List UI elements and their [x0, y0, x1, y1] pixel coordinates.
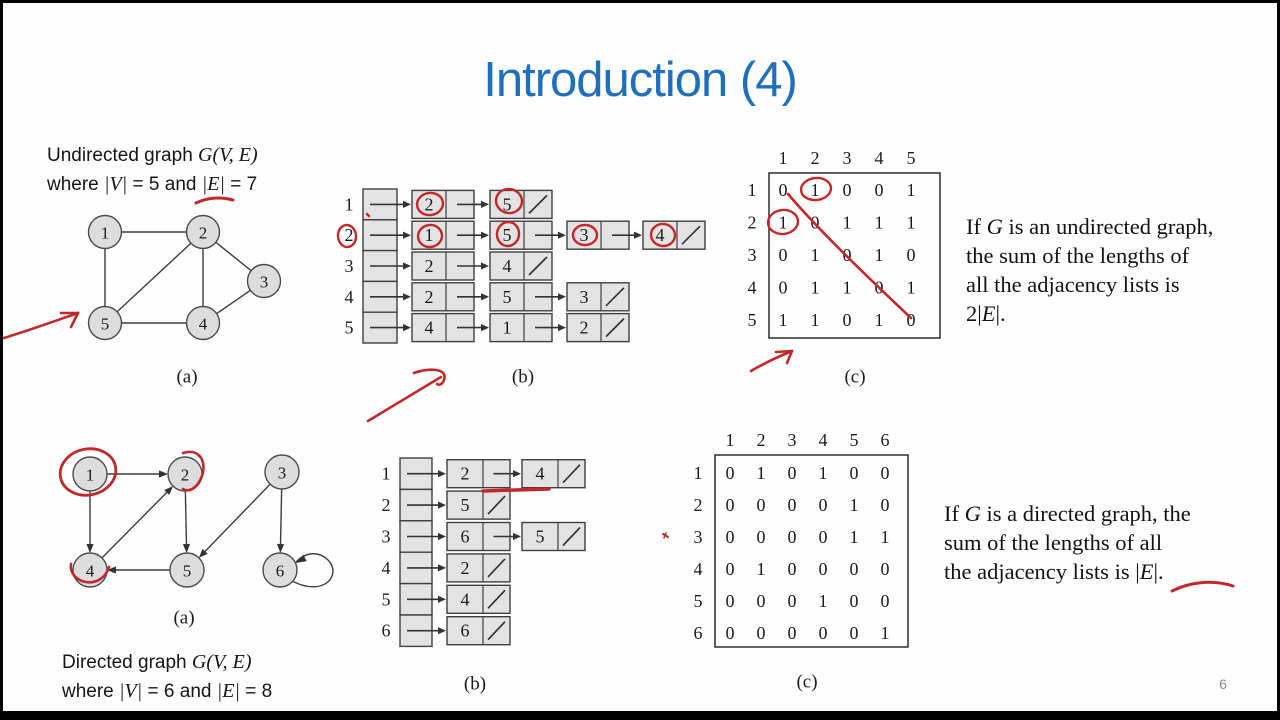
matrix-cell-value: 0 — [725, 527, 735, 547]
matrix-cell-value: 1 — [842, 277, 852, 298]
matrix-cell-value: 0 — [725, 495, 735, 515]
matrix-cell-value: 0 — [725, 559, 735, 579]
matrix-cell-value: 0 — [874, 180, 884, 200]
ink-stroke — [776, 351, 792, 352]
matrix-row-label: 3 — [747, 245, 757, 265]
matrix-cell-value: 1 — [880, 527, 890, 547]
text-segment: Undirected graph — [47, 145, 199, 166]
math-segment: |V| — [119, 680, 143, 702]
matrix-cell-value: 0 — [756, 623, 766, 643]
text-segment: is a directed graph, the — [980, 501, 1191, 526]
matrix-col-header: 2 — [810, 148, 820, 168]
matrix-cell-value: 0 — [778, 245, 788, 265]
list-vertex-label: 1 — [344, 194, 354, 215]
matrix-col-header: 5 — [849, 430, 859, 450]
text-segment: |. — [1153, 559, 1164, 584]
list-cell-value: 2 — [424, 286, 434, 307]
matrix-col-header: 6 — [880, 430, 890, 450]
graph-node — [248, 265, 281, 298]
list-vertex-label: 5 — [344, 317, 354, 338]
matrix-cell-value: 1 — [849, 527, 859, 547]
matrix-cell-value: 1 — [810, 180, 820, 200]
matrix-cell-value: 0 — [778, 277, 788, 298]
text-segment: 2| — [966, 301, 982, 326]
matrix-col-header: 3 — [787, 430, 797, 450]
list-cell-value: 4 — [502, 256, 512, 276]
matrix-cell-value: 0 — [849, 623, 859, 643]
list-cell-value: 5 — [502, 286, 512, 307]
graph-node-label: 4 — [85, 561, 95, 581]
matrix-cell-value: 0 — [725, 591, 735, 611]
matrix-cell-value: 1 — [810, 245, 820, 265]
list-cell-value: 4 — [655, 225, 665, 246]
matrix-col-header: 1 — [778, 148, 788, 168]
matrix-cell-value: 0 — [787, 559, 797, 579]
note-line: the sum of the lengths of — [966, 243, 1190, 268]
math-segment: E — [981, 301, 996, 326]
matrix-cell-value: 1 — [906, 212, 916, 233]
math-segment: G(V, E) — [198, 144, 258, 166]
matrix-row-label: 1 — [747, 180, 757, 200]
list-cell-value: 4 — [535, 463, 545, 484]
note-line: all the adjacency lists is — [966, 272, 1180, 297]
matrix-cell-value: 1 — [756, 463, 766, 483]
matrix-col-header: 3 — [842, 148, 852, 168]
matrix-cell-value: 0 — [810, 212, 820, 233]
matrix-cell-value: 0 — [842, 245, 852, 265]
graph-node-label: 4 — [198, 314, 208, 334]
list-cell-value: 5 — [502, 225, 512, 246]
matrix-row-label: 2 — [747, 212, 757, 233]
undirected-graph-figure — [89, 216, 281, 340]
note-line: sum of the lengths of all — [944, 530, 1163, 555]
graph-node-label: 6 — [275, 561, 285, 581]
undirected-adjacency-list — [345, 189, 706, 343]
text-segment: If — [966, 214, 987, 239]
list-cell-value: 2 — [460, 463, 470, 484]
undirected-adjacency-matrix — [748, 148, 941, 338]
matrix-row-label: 4 — [693, 559, 703, 579]
list-vertex-label: 4 — [344, 286, 354, 307]
text-segment: where — [62, 681, 120, 702]
matrix-cell-value: 0 — [818, 559, 828, 579]
matrix-cell-value: 0 — [906, 245, 916, 265]
matrix-cell-value: 0 — [849, 559, 859, 579]
matrix-cell-value: 1 — [778, 212, 788, 233]
graph-node-label: 3 — [277, 463, 287, 483]
matrix-cell-value: 0 — [756, 495, 766, 515]
graph-node — [73, 457, 107, 491]
matrix-cell-value: 1 — [880, 623, 890, 643]
graph-node — [89, 307, 122, 340]
list-cell-value: 5 — [502, 194, 512, 215]
graph-node-label: 2 — [180, 465, 190, 485]
matrix-cell-value: 0 — [880, 559, 890, 579]
matrix-cell-value: 0 — [842, 310, 852, 330]
matrix-row-label: 2 — [693, 495, 703, 515]
text-segment: = 8 — [239, 681, 273, 702]
matrix-cell-value: 0 — [787, 623, 797, 643]
matrix-cell-value: 0 — [725, 463, 735, 483]
list-cell-value: 3 — [579, 286, 589, 307]
graph-node — [187, 307, 220, 340]
matrix-cell-value: 1 — [810, 310, 820, 330]
figure-label-c: (c) — [796, 671, 818, 693]
figure-label-c: (c) — [844, 366, 866, 388]
matrix-cell-value: 0 — [787, 591, 797, 611]
ink-stroke — [751, 351, 792, 371]
list-cell-value: 6 — [460, 526, 470, 547]
matrix-cell-value: 1 — [778, 310, 788, 330]
matrix-cell-value: 1 — [810, 277, 820, 298]
slide-title: Introduction (4) — [483, 53, 797, 107]
directed-adjacency-matrix — [694, 430, 909, 647]
text-segment: where — [47, 174, 105, 195]
figure-label-b: (b) — [463, 673, 487, 695]
matrix-cell-value: 0 — [849, 463, 859, 483]
math-segment: |E| — [201, 173, 225, 195]
list-vertex-label: 2 — [381, 495, 391, 516]
list-cell-value: 5 — [535, 526, 545, 547]
directed-adjacency-list — [382, 458, 586, 646]
matrix-cell-value: 1 — [874, 245, 884, 265]
text-segment: = 5 and — [127, 174, 202, 195]
ink-stroke — [1172, 582, 1233, 591]
figure-label-a: (a) — [173, 607, 195, 629]
matrix-cell-value: 0 — [787, 527, 797, 547]
ink-stroke — [4, 313, 78, 338]
list-cell-value: 2 — [579, 317, 589, 338]
matrix-cell-value: 0 — [880, 463, 890, 483]
matrix-cell-value: 1 — [874, 212, 884, 233]
list-cell-value: 2 — [460, 557, 470, 578]
list-cell-value: 1 — [502, 317, 512, 338]
matrix-cell-value: 0 — [849, 591, 859, 611]
graph-node-label: 1 — [100, 223, 110, 243]
matrix-row-label: 4 — [747, 277, 757, 298]
math-segment: |E| — [216, 680, 240, 702]
text-segment: = 7 — [224, 174, 258, 195]
matrix-row-label: 1 — [693, 463, 703, 483]
matrix-row-label: 6 — [693, 623, 703, 643]
text-segment: is an undirected graph, — [1002, 214, 1214, 239]
list-vertex-label: 3 — [381, 526, 391, 547]
ink-stroke — [483, 489, 549, 491]
matrix-cell-value: 1 — [849, 495, 859, 515]
matrix-cell-value: 0 — [880, 591, 890, 611]
matrix-row-label: 5 — [747, 310, 757, 330]
graph-node-label: 1 — [85, 465, 95, 485]
graph-node-label: 3 — [259, 272, 269, 292]
matrix-col-header: 1 — [725, 430, 735, 450]
list-vertex-label: 2 — [344, 225, 354, 246]
matrix-cell-value: 0 — [842, 180, 852, 200]
matrix-cell-value: 0 — [787, 463, 797, 483]
list-cell-value: 4 — [424, 317, 434, 338]
matrix-col-header: 4 — [818, 430, 828, 450]
graph-node — [89, 216, 122, 249]
matrix-col-header: 4 — [874, 148, 884, 168]
graph-node — [263, 553, 297, 587]
matrix-cell-value: 0 — [725, 623, 735, 643]
matrix-cell-value: 0 — [818, 623, 828, 643]
list-vertex-label: 5 — [381, 589, 391, 610]
math-segment: E — [1139, 559, 1154, 584]
ink-stroke — [367, 214, 369, 216]
graph-node-label: 2 — [198, 223, 208, 243]
text-segment: = 6 and — [142, 681, 217, 702]
graph-node — [265, 455, 299, 489]
math-segment: G — [964, 501, 981, 526]
page-number: 6 — [1219, 676, 1227, 692]
list-cell-value: 3 — [579, 225, 589, 246]
matrix-cell-value: 1 — [874, 310, 884, 330]
matrix-cell-value: 0 — [787, 495, 797, 515]
list-vertex-label: 4 — [381, 557, 391, 578]
ink-stroke — [196, 198, 233, 203]
list-cell-value: 6 — [460, 620, 470, 641]
matrix-cell-value: 0 — [874, 277, 884, 298]
matrix-cell-value: 1 — [756, 559, 766, 579]
text-segment: Directed graph — [62, 652, 192, 673]
math-segment: G — [986, 214, 1003, 239]
matrix-row-label: 3 — [693, 527, 703, 547]
graph-node-label: 5 — [182, 561, 192, 581]
figure-label-b: (b) — [511, 366, 535, 388]
list-cell-value: 2 — [424, 194, 434, 215]
list-cell-value: 2 — [424, 256, 434, 276]
matrix-col-header: 5 — [906, 148, 916, 168]
matrix-col-header: 2 — [756, 430, 766, 450]
list-vertex-label: 6 — [381, 620, 391, 641]
matrix-cell-value: 1 — [906, 277, 916, 298]
matrix-cell-value: 0 — [756, 527, 766, 547]
graph-node-label: 5 — [100, 314, 110, 334]
list-cell-value: 5 — [460, 495, 470, 516]
list-vertex-label: 3 — [344, 256, 354, 276]
text-segment: the adjacency lists is | — [944, 559, 1140, 584]
list-vertex-label: 1 — [381, 463, 391, 484]
matrix-cell-value: 0 — [880, 495, 890, 515]
figure-label-a: (a) — [176, 366, 198, 388]
matrix-cell-value: 0 — [778, 180, 788, 200]
graph-node — [170, 553, 204, 587]
matrix-cell-value: 1 — [842, 212, 852, 233]
math-segment: |V| — [104, 173, 128, 195]
text-segment: |. — [995, 301, 1006, 326]
matrix-cell-value: 0 — [818, 495, 828, 515]
matrix-cell-value: 0 — [906, 310, 916, 330]
ink-stroke — [368, 377, 441, 421]
matrix-cell-value: 1 — [906, 180, 916, 200]
matrix-cell-value: 0 — [818, 527, 828, 547]
math-segment: G(V, E) — [191, 651, 252, 673]
list-cell-value: 4 — [460, 589, 470, 610]
text-segment: If — [944, 501, 965, 526]
graph-node — [187, 216, 220, 249]
list-cell-value: 1 — [424, 225, 434, 246]
matrix-cell-value: 1 — [818, 591, 828, 611]
matrix-cell-value: 0 — [756, 591, 766, 611]
matrix-cell-value: 1 — [818, 463, 828, 483]
matrix-row-label: 5 — [693, 591, 703, 611]
